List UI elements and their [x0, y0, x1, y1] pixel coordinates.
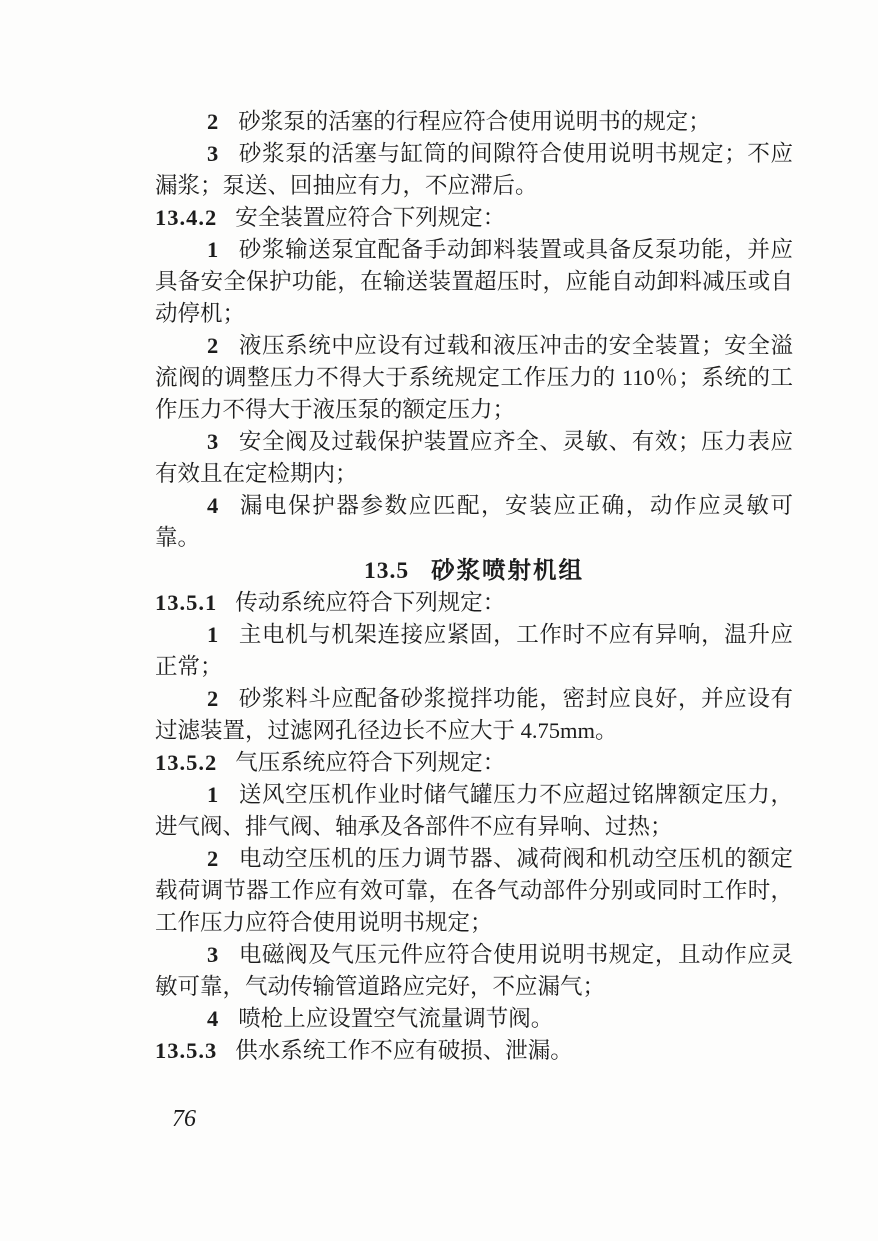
list-item: [155, 843, 793, 939]
text-content: [155, 106, 793, 1067]
clause-text: 供水系统工作不应有破损、泄漏。: [235, 1038, 573, 1063]
item-text: 安全阀及过载保护装置应齐全、灵敏、有效；压力表应有效且在定检期内；: [155, 429, 793, 486]
item-text: 砂浆料斗应配备砂浆搅拌功能，密封应良好，并应设有过滤装置，过滤网孔径边长不应大于 4.75mm。: [155, 686, 793, 743]
clause-number: 13.5.2: [155, 750, 218, 775]
clause-number: 13.5.1: [155, 590, 218, 615]
item-text: 砂浆输送泵宜配备手动卸料装置或具备反泵功能，并应具备安全保护功能，在输送装置超压时，应能自动卸料减压或自动停机；: [155, 237, 793, 326]
item-number: 1: [207, 782, 219, 807]
item-number: 3: [207, 942, 219, 967]
section-heading: [155, 554, 793, 587]
list-item: [155, 106, 793, 138]
list-item: [155, 234, 793, 330]
list-item: [155, 683, 793, 747]
item-text: 液压系统中应设有过载和液压冲击的安全装置；安全溢流阀的调整压力不得大于系统规定工作压力的 110％；系统的工作压力不得大于液压泵的额定压力；: [155, 333, 793, 422]
item-number: 3: [207, 141, 219, 166]
clause-paragraph: [155, 202, 793, 234]
clause-text: 传动系统应符合下列规定：: [235, 590, 506, 615]
list-item: [155, 1003, 793, 1035]
item-number: 2: [207, 686, 219, 711]
list-item: [155, 490, 793, 554]
item-number: 4: [207, 493, 219, 518]
page-number: 76: [172, 1106, 196, 1132]
list-item: [155, 779, 793, 843]
item-text: 砂浆泵的活塞与缸筒的间隙符合使用说明书规定；不应漏浆；泵送、回抽应有力，不应滞后。: [155, 141, 793, 198]
clause-paragraph: [155, 1035, 793, 1067]
section-heading-number: 13.5: [363, 558, 410, 584]
clause-paragraph: [155, 587, 793, 619]
list-item: [155, 619, 793, 683]
clause-text: 气压系统应符合下列规定：: [235, 750, 506, 775]
item-text: 砂浆泵的活塞的行程应符合使用说明书的规定；: [238, 109, 711, 134]
item-number: 3: [207, 429, 219, 454]
item-number: 2: [207, 109, 219, 134]
item-text: 电动空压机的压力调节器、减荷阀和机动空压机的额定载荷调节器工作应有效可靠，在各气动部件分别或同时工作时，工作压力应符合使用说明书规定；: [155, 846, 793, 935]
item-number: 2: [207, 333, 219, 358]
clause-paragraph: [155, 747, 793, 779]
item-number: 2: [207, 846, 219, 871]
clause-text: 安全装置应符合下列规定：: [235, 205, 506, 230]
item-text: 喷枪上应设置空气流量调节阀。: [238, 1006, 554, 1031]
clause-number: 13.5.3: [155, 1038, 218, 1063]
item-text: 主电机与机架连接应紧固，工作时不应有异响，温升应正常；: [155, 622, 793, 679]
item-text: 电磁阀及气压元件应符合使用说明书规定，且动作应灵敏可靠，气动传输管道路应完好，不应漏气；: [155, 942, 793, 999]
list-item: [155, 138, 793, 202]
clause-number: 13.4.2: [155, 205, 218, 230]
item-number: 4: [207, 1006, 219, 1031]
item-text: 送风空压机作业时储气罐压力不应超过铭牌额定压力，进气阀、排气阀、轴承及各部件不应有异响、过热；: [155, 782, 793, 839]
list-item: [155, 330, 793, 426]
item-number: 1: [207, 237, 219, 262]
list-item: [155, 426, 793, 490]
section-heading-title: 砂浆喷射机组: [431, 557, 585, 583]
list-item: [155, 939, 793, 1003]
item-number: 1: [207, 622, 219, 647]
item-text: 漏电保护器参数应匹配，安装应正确，动作应灵敏可靠。: [155, 493, 793, 550]
